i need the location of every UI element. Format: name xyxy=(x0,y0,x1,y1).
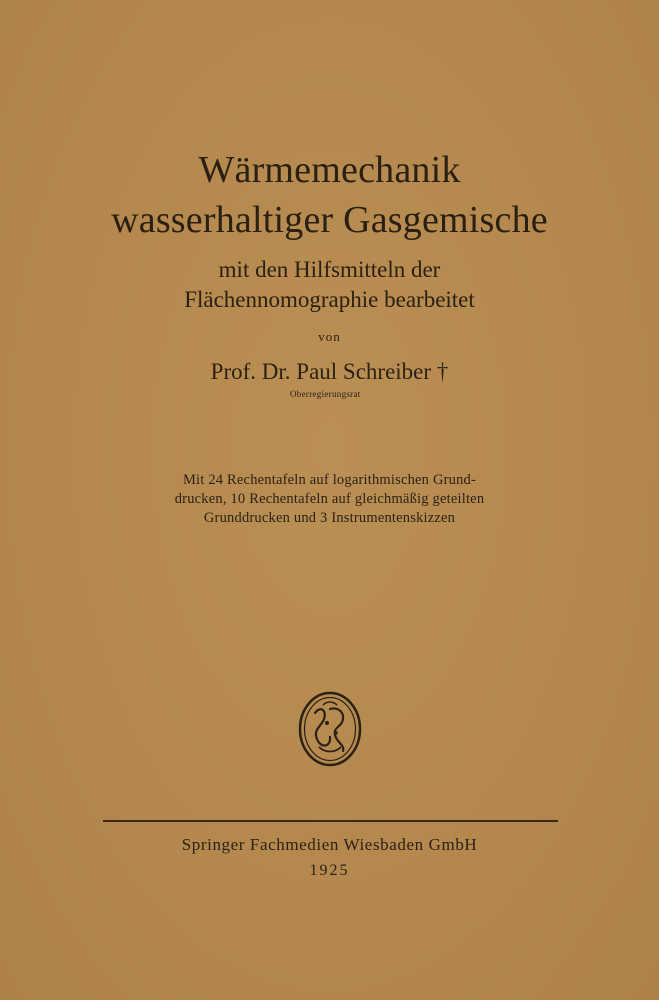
author-title: Oberregierungsrat xyxy=(290,389,361,399)
plates-note xyxy=(0,471,659,528)
plates-line-3: Grunddrucken und 3 Instrumentenskizzen xyxy=(203,510,456,526)
title-line-2: wasserhaltiger Gasgemische xyxy=(111,199,548,241)
publication-year: 1925 xyxy=(309,862,350,879)
plates-line-2: drucken, 10 Rechentafeln auf gleichmäßig geteilten xyxy=(174,491,485,507)
divider-rule xyxy=(103,820,558,822)
publisher-name: Springer Fachmedien Wiesbaden GmbH xyxy=(181,835,478,854)
subtitle xyxy=(0,255,659,315)
plates-line-1: Mit 24 Rechentafeln auf logarithmischen Grund- xyxy=(182,472,477,488)
publisher-emblem-icon xyxy=(297,689,363,769)
title xyxy=(0,145,659,245)
subtitle-line-1: mit den Hilfsmitteln der xyxy=(218,257,441,282)
by-label: von xyxy=(318,329,341,344)
author-name: Prof. Dr. Paul Schreiber † xyxy=(210,359,449,384)
subtitle-line-2: Flächennomographie bearbeitet xyxy=(184,287,475,312)
title-line-1: Wärmemechanik xyxy=(198,149,461,191)
